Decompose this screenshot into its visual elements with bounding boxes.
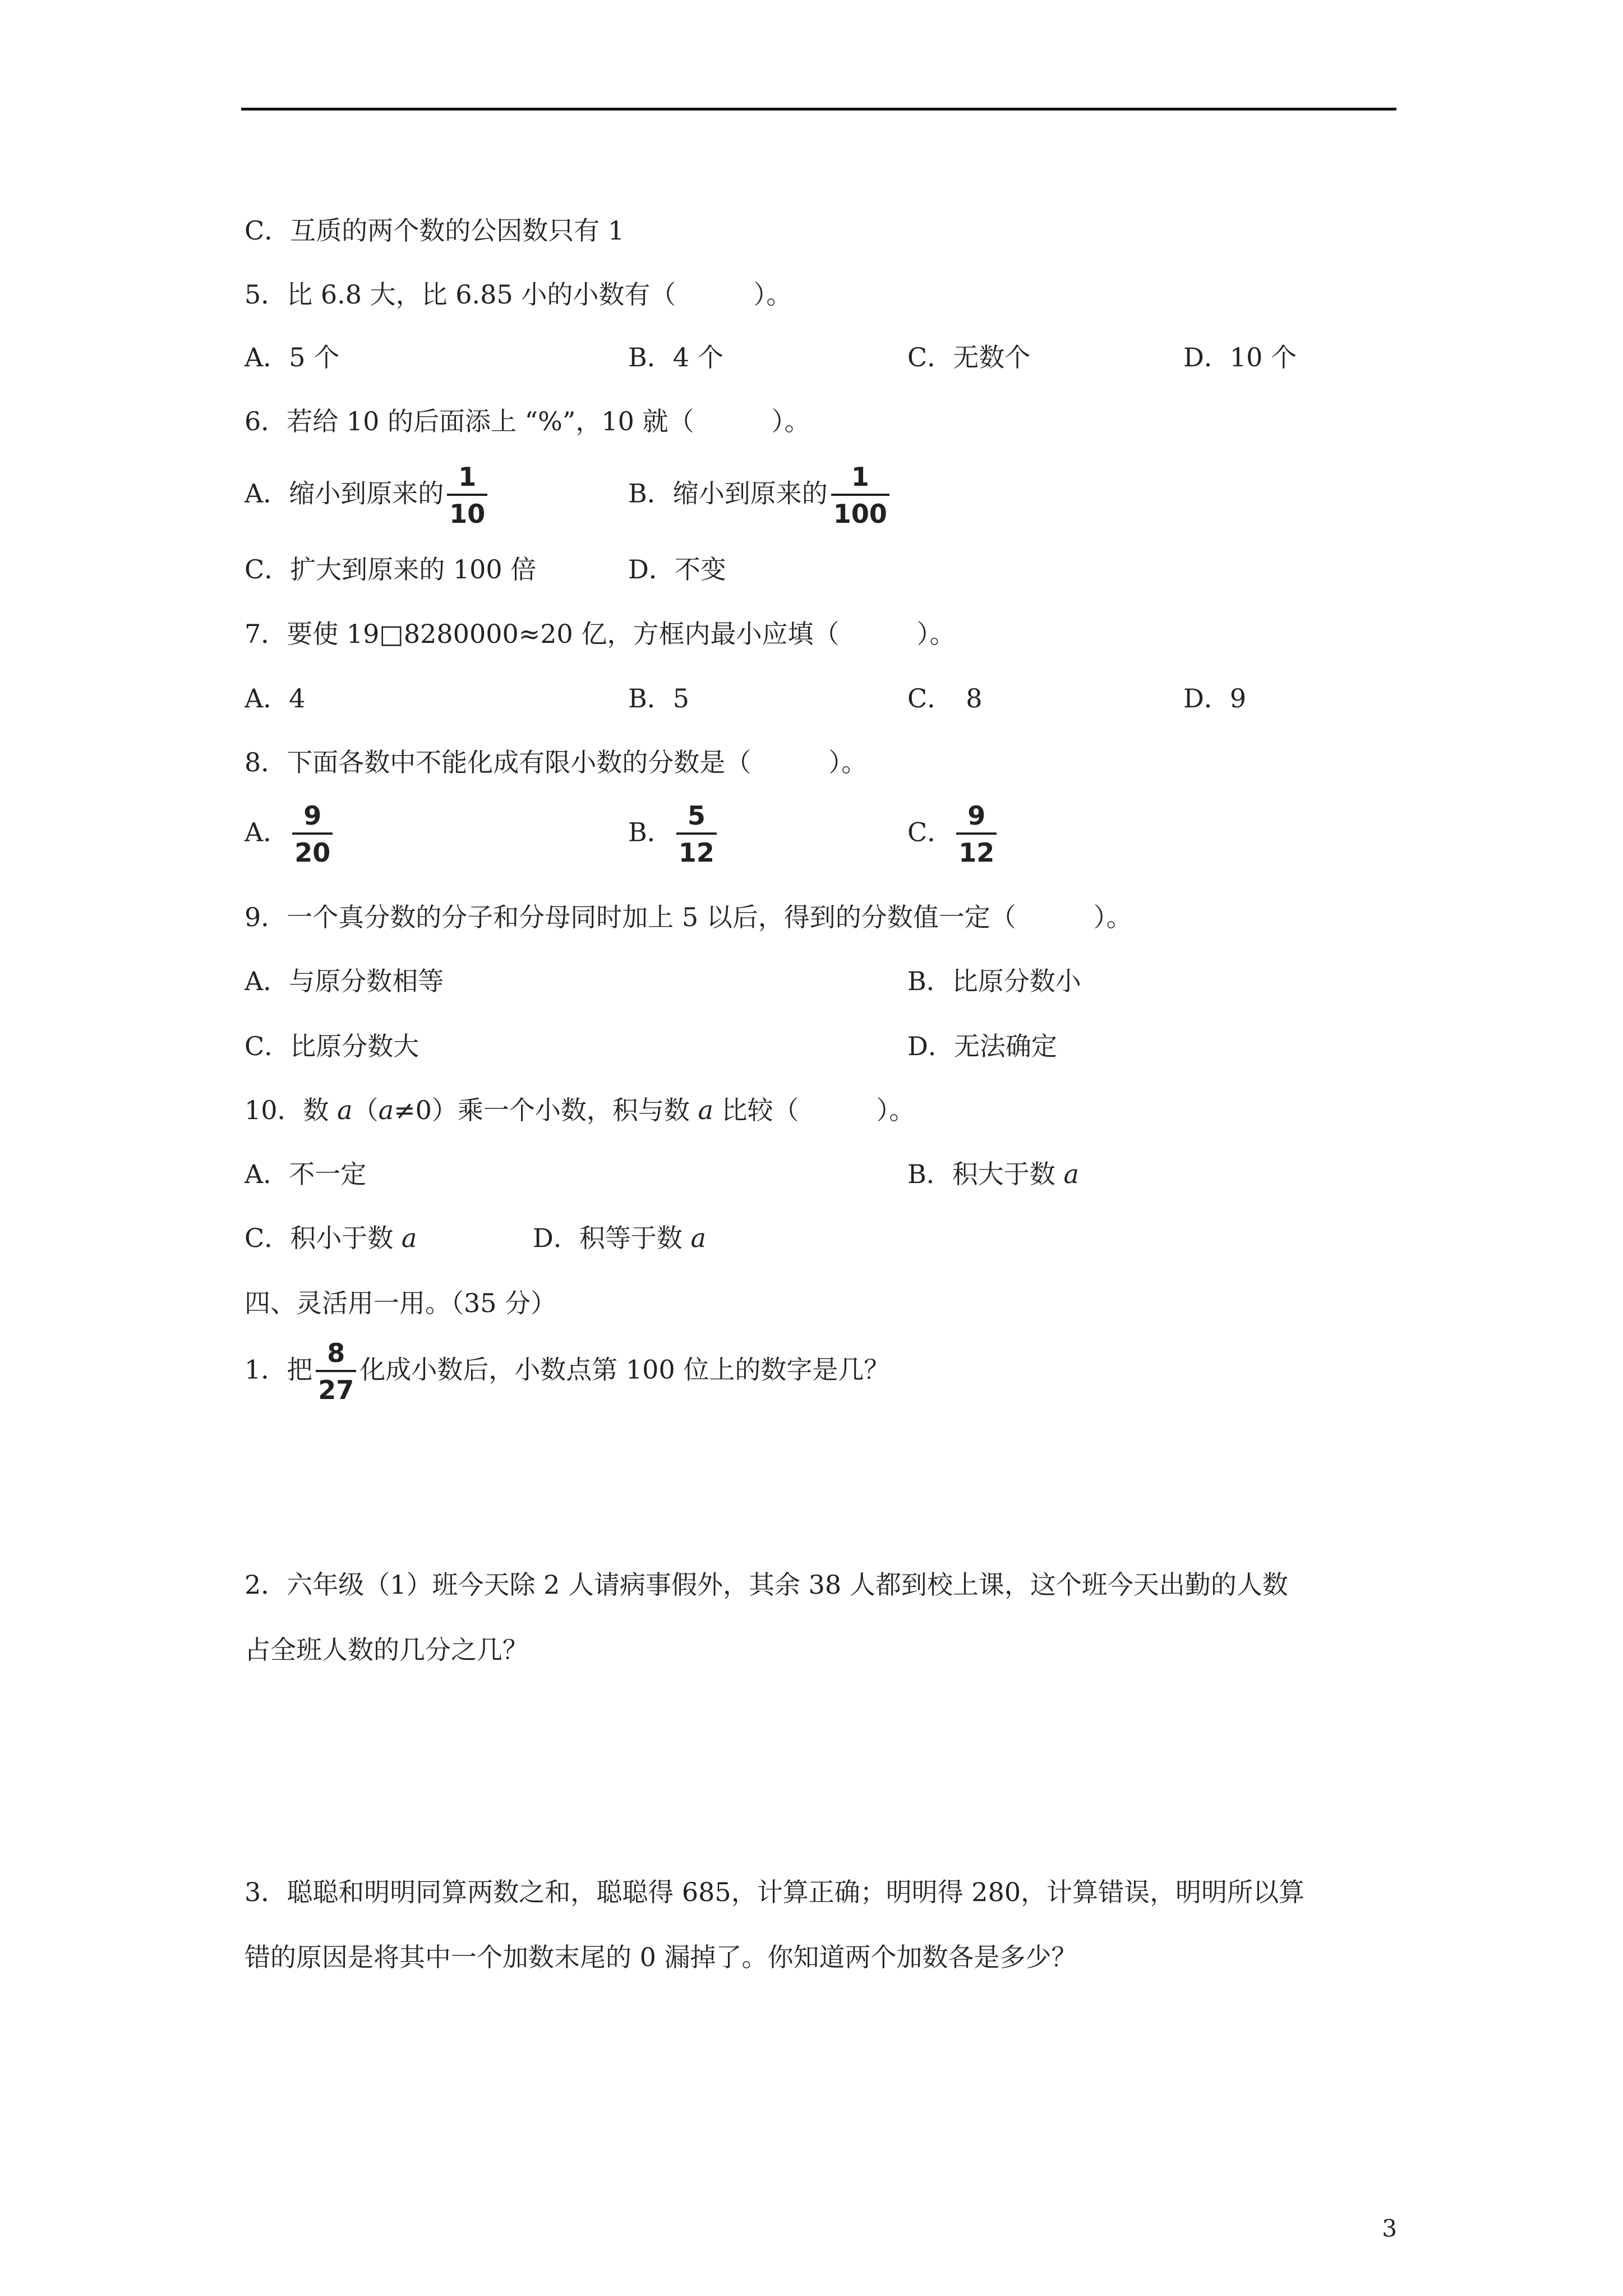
q10-stem-part: 比较（ ）。 [721, 1095, 915, 1125]
q5-stem: 5．比 6.8 大，比 6.85 小的小数有（ ）。 [245, 279, 792, 310]
q6-option-b-fraction [831, 463, 889, 528]
q6-option-a-text: A．缩小到原来的 [245, 478, 444, 509]
q10-option-d [533, 1225, 706, 1251]
q5-option-c: C．无数个 [907, 342, 1031, 372]
q9-option-d: D．无法确定 [907, 1031, 1057, 1061]
page-number: 3 [1382, 2215, 1397, 2242]
fraction-denominator: 100 [833, 499, 887, 530]
q10-stem-part: 10．数 [245, 1095, 329, 1125]
problem-3-line-2: 错的原因是将其中一个加数末尾的 0 漏掉了。你知道两个加数各是多少？ [245, 1942, 1077, 1972]
fraction-denominator: 27 [318, 1375, 354, 1406]
q7-option-c: C． 8 [907, 683, 983, 714]
problem-2-line-1: 2．六年级（1）班今天除 2 人请病事假外，其余 38 人都到校上课，这个班今天出勤的人数 [245, 1570, 1288, 1600]
q8-option-b [628, 802, 720, 867]
q6-stem: 6．若给 10 的后面添上 “%”，10 就（ ）。 [245, 406, 810, 436]
q10-variable: a [1063, 1159, 1079, 1189]
q7-option-b: B．5 [628, 683, 690, 714]
q10-option-b [907, 1161, 1079, 1187]
q5-option-b: B．4 个 [628, 342, 723, 372]
q10-stem-part: （ [352, 1095, 379, 1125]
problem-1-suffix: 化成小数后，小数点第 100 位上的数字是几？ [359, 1354, 890, 1385]
q8-option-c-label: C． [907, 817, 953, 848]
fraction-numerator: 1 [851, 462, 869, 492]
fraction-numerator: 5 [687, 800, 706, 831]
q8-option-c-fraction [956, 802, 997, 867]
q10-variable: a [690, 1223, 706, 1253]
q8-option-a-label: A． [245, 817, 289, 848]
q4-option-c: C．互质的两个数的公因数只有 1 [245, 215, 625, 246]
q7-stem: 7．要使 19□8280000≈20 亿，方框内最小应填（ ）。 [245, 619, 956, 649]
header-rule [241, 108, 1396, 111]
q9-option-a: A．与原分数相等 [245, 966, 444, 996]
q10-option-c [245, 1225, 417, 1251]
problem-1-prefix: 1．把 [245, 1354, 313, 1385]
q6-option-c: C．扩大到原来的 100 倍 [245, 554, 537, 585]
q10-option-a: A．不一定 [245, 1159, 367, 1189]
q10-variable: a [698, 1095, 713, 1125]
q8-option-a-fraction [292, 802, 333, 867]
q9-stem: 9．一个真分数的分子和分母同时加上 5 以后，得到的分数值一定（ ）。 [245, 902, 1132, 932]
fraction-denominator: 20 [294, 838, 331, 868]
q6-option-a [245, 463, 491, 528]
q6-option-b-text: B．缩小到原来的 [628, 478, 828, 509]
problem-1 [245, 1340, 889, 1404]
fraction-numerator: 9 [303, 800, 322, 831]
q10-option-c-text: C．积小于数 [245, 1223, 394, 1253]
q6-option-d: D．不变 [628, 554, 726, 585]
q6-option-a-fraction [447, 463, 487, 528]
q10-option-d-text: D．积等于数 [533, 1223, 683, 1253]
fraction-denominator: 12 [958, 838, 995, 868]
q10-option-b-text: B．积大于数 [907, 1159, 1055, 1189]
section-4-heading: 四、灵活用一用。（35 分） [245, 1288, 557, 1318]
q7-option-d: D．9 [1183, 683, 1247, 714]
problem-2-line-2: 占全班人数的几分之几？ [245, 1635, 528, 1665]
fraction-numerator: 8 [327, 1338, 345, 1368]
q8-option-c [907, 802, 1000, 867]
q7-option-a: A．4 [245, 683, 306, 714]
q8-option-a [245, 802, 336, 867]
q5-option-a: A．5 个 [245, 342, 340, 372]
fraction-denominator: 10 [449, 499, 486, 530]
q9-option-b: B．比原分数小 [907, 966, 1081, 996]
q10-variable: a [337, 1095, 353, 1125]
fraction-numerator: 9 [967, 800, 986, 831]
problem-1-fraction [316, 1340, 356, 1404]
q8-option-b-fraction [676, 802, 717, 867]
q5-option-d: D．10 个 [1183, 342, 1297, 372]
q6-option-b [628, 463, 893, 528]
q10-variable: a [378, 1095, 394, 1125]
q9-option-c: C．比原分数大 [245, 1031, 419, 1061]
q8-option-b-label: B． [628, 817, 673, 848]
fraction-denominator: 12 [678, 838, 714, 868]
q10-stem-part: ≠0）乘一个小数，积与数 [394, 1095, 690, 1125]
q10-variable: a [401, 1223, 417, 1253]
q8-stem: 8．下面各数中不能化成有限小数的分数是（ ）。 [245, 747, 868, 777]
q10-stem [245, 1097, 915, 1123]
fraction-numerator: 1 [458, 462, 477, 492]
problem-3-line-1: 3．聪聪和明明同算两数之和，聪聪得 685，计算正确；明明得 280，计算错误，明明所以算 [245, 1877, 1305, 1907]
